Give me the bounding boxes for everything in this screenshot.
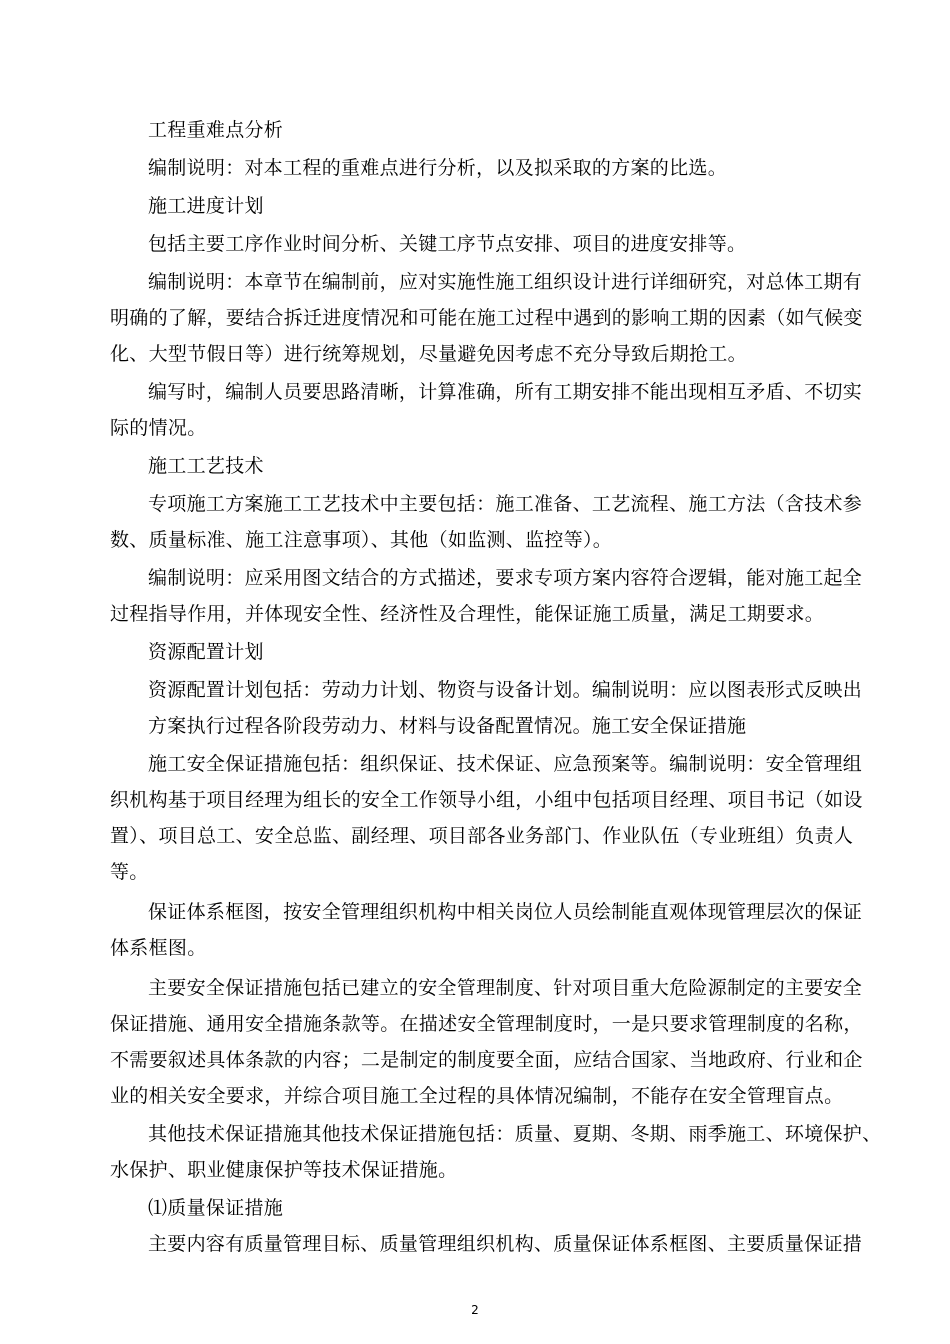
paragraph-line: 主要安全保证措施包括已建立的安全管理制度、针对项目重大危险源制定的主要安全 <box>148 977 863 999</box>
paragraph-line: 明确的了解，要结合拆迁进度情况和可能在施工过程中遇到的影响工期的因素（如气候变 <box>110 307 863 329</box>
paragraph-line: 业的相关安全要求，并综合项目施工全过程的具体情况编制，不能存在安全管理盲点。 <box>110 1085 844 1107</box>
paragraph-line: 包括主要工序作业时间分析、关键工序节点安排、项目的进度安排等。 <box>148 233 747 255</box>
paragraph-line: 主要内容有质量管理目标、质量管理组织机构、质量保证体系框图、主要质量保证措 <box>148 1233 863 1255</box>
paragraph-line: 际的情况。 <box>110 417 207 439</box>
paragraph-line: 编制说明：对本工程的重难点进行分析，以及拟采取的方案的比选。 <box>148 157 728 179</box>
paragraph-line: 保证体系框图，按安全管理组织机构中相关岗位人员绘制能直观体现管理层次的保证 <box>148 901 863 923</box>
section-heading-process-technology: 施工工艺技术 <box>148 455 264 477</box>
paragraph-line: 水保护、职业健康保护等技术保证措施。 <box>110 1159 458 1181</box>
paragraph-line: 数、质量标准、施工注意事项）、其他（如监测、监控等）。 <box>110 529 613 551</box>
paragraph-line: 其他技术保证措施其他技术保证措施包括：质量、夏期、冬期、雨季施工、环境保护、 <box>148 1123 882 1145</box>
paragraph-line: 等。 <box>110 861 149 883</box>
subsection-heading-quality: ⑴质量保证措施 <box>148 1197 284 1219</box>
paragraph-line: 化、大型节假日等）进行统筹规划，尽量避免因考虑不充分导致后期抢工。 <box>110 343 747 365</box>
section-heading-resource-plan: 资源配置计划 <box>148 641 264 663</box>
paragraph-line: 不需要叙述具体条款的内容；二是制定的制度要全面，应结合国家、当地政府、行业和企 <box>110 1049 863 1071</box>
section-heading-key-difficulties: 工程重难点分析 <box>148 119 284 141</box>
paragraph-line: 置）、项目总工、安全总监、副经理、项目部各业务部门、作业队伍（专业班组）负责人 <box>110 825 854 847</box>
paragraph-line: 编制说明：本章节在编制前，应对实施性施工组织设计进行详细研究，对总体工期有 <box>148 271 863 293</box>
paragraph-line: 体系框图。 <box>110 937 207 959</box>
paragraph-line: 保证措施、通用安全措施条款等。在描述安全管理制度时，一是只要求管理制度的名称， <box>110 1013 863 1035</box>
paragraph-line: 专项施工方案施工工艺技术中主要包括：施工准备、工艺流程、施工方法（含技术参 <box>148 493 863 515</box>
paragraph-line: 方案执行过程各阶段劳动力、材料与设备配置情况。施工安全保证措施 <box>148 715 747 737</box>
page-number: 2 <box>471 1303 479 1317</box>
paragraph-line: 编写时，编制人员要思路清晰，计算准确，所有工期安排不能出现相互矛盾、不切实 <box>148 381 863 403</box>
paragraph-line: 过程指导作用，并体现安全性、经济性及合理性，能保证施工质量，满足工期要求。 <box>110 603 825 625</box>
paragraph-line: 编制说明：应采用图文结合的方式描述，要求专项方案内容符合逻辑，能对施工起全 <box>148 567 863 589</box>
section-heading-schedule: 施工进度计划 <box>148 195 264 217</box>
paragraph-line: 资源配置计划包括：劳动力计划、物资与设备计划。编制说明：应以图表形式反映出 <box>148 679 863 701</box>
paragraph-line: 施工安全保证措施包括：组织保证、技术保证、应急预案等。编制说明：安全管理组 <box>148 753 863 775</box>
paragraph-line: 织机构基于项目经理为组长的安全工作领导小组，小组中包括项目经理、项目书记（如设 <box>110 789 863 811</box>
